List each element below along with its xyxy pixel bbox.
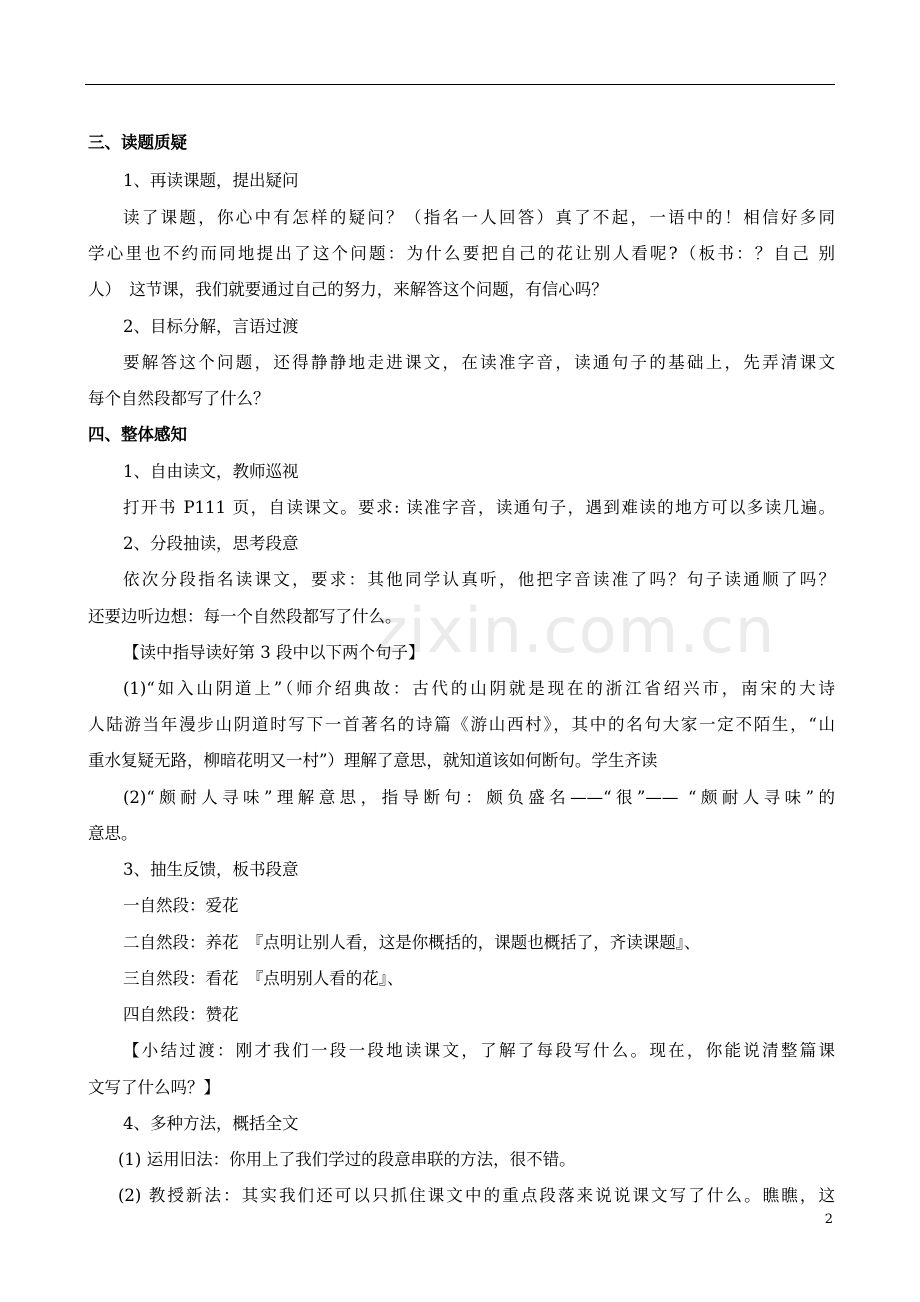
text-line: 三自然段：看花 『点明别人看的花』、 <box>123 969 404 988</box>
text-line: 一自然段：爱花 <box>123 896 239 915</box>
text-line: (2) 教授新法：其实我们还可以只抓住课文中的重点段落来说说课文写了什么。瞧瞧，这 <box>118 1186 835 1205</box>
text-line: 还要边听边想：每一个自然段都写了什么。 <box>88 607 402 626</box>
text-line: (2)“颇耐人寻味”理解意思，指导断句：颇负盛名——“很”—— “颇耐人寻味”的 <box>123 788 835 807</box>
text-line: 人） 这节课，我们就要通过自己的努力，来解答这个问题，有信心吗？ <box>88 280 608 299</box>
text-line: 文写了什么吗？】 <box>88 1078 220 1097</box>
text-line: 每个自然段都写了什么？ <box>88 389 270 408</box>
text-line: 【小结过渡：刚才我们一段一段地读课文，了解了每段写什么。现在，你能说清整篇课 <box>123 1041 835 1060</box>
watermark: zixin.com.cn <box>375 594 776 667</box>
text-line: 4、多种方法，概括全文 <box>123 1114 299 1133</box>
text-line: 四自然段：赞花 <box>123 1005 239 1024</box>
text-line: 人陆游当年漫步山阴道时写下一首著名的诗篇《游山西村》，其中的名句大家一定不陌生，“山 <box>88 715 835 734</box>
text-line: 1、自由读文，教师巡视 <box>123 462 299 481</box>
text-line: 依次分段指名读课文，要求：其他同学认真听，他把字音读准了吗？句子读通顺了吗？ <box>123 570 835 589</box>
text-line: 要解答这个问题，还得静静地走进课文，在读准字音，读通句子的基础上，先弄清课文 <box>123 353 835 372</box>
text-line: 3、抽生反馈，板书段意 <box>123 860 299 879</box>
heading-section-4: 四、整体感知 <box>88 425 187 444</box>
text-line: 【读中指导读好第 3 段中以下两个句子】 <box>123 643 425 662</box>
text-line: 读了课题，你心中有怎样的疑问？（指名一人回答）真了不起，一语中的！相信好多同 <box>123 208 835 227</box>
text-line: 二自然段：养花 『点明让别人看，这是你概括的，课题也概括了，齐读课题』、 <box>123 933 701 952</box>
heading-section-3: 三、读题质疑 <box>88 133 187 152</box>
text-line: 打开书 P111 页，自读课文。要求: 读准字音，读通句子，遇到难读的地方可以多读几遍。 <box>123 498 835 517</box>
text-line: 意思。 <box>88 824 138 843</box>
text-line: 学心里也不约而同地提出了这个问题：为什么要把自己的花让别人看呢?（板书：？自己 别 <box>88 244 835 263</box>
text-line: 1、再读课题，提出疑问 <box>123 171 299 190</box>
page-number: 2 <box>824 1212 833 1227</box>
text-line: 2、目标分解，言语过渡 <box>123 317 299 336</box>
text-line: 2、分段抽读，思考段意 <box>123 534 299 553</box>
text-line: (1) 运用旧法：你用上了我们学过的段意串联的方法，很不错。 <box>118 1150 576 1169</box>
header-rule <box>85 84 835 85</box>
text-line: (1)“如入山阴道上”（师介绍典故：古代的山阴就是现在的浙江省绍兴市，南宋的大诗 <box>123 679 835 698</box>
text-line: 重水复疑无路，柳暗花明又一村”）理解了意思，就知道该如何断句。学生齐读 <box>88 751 658 770</box>
